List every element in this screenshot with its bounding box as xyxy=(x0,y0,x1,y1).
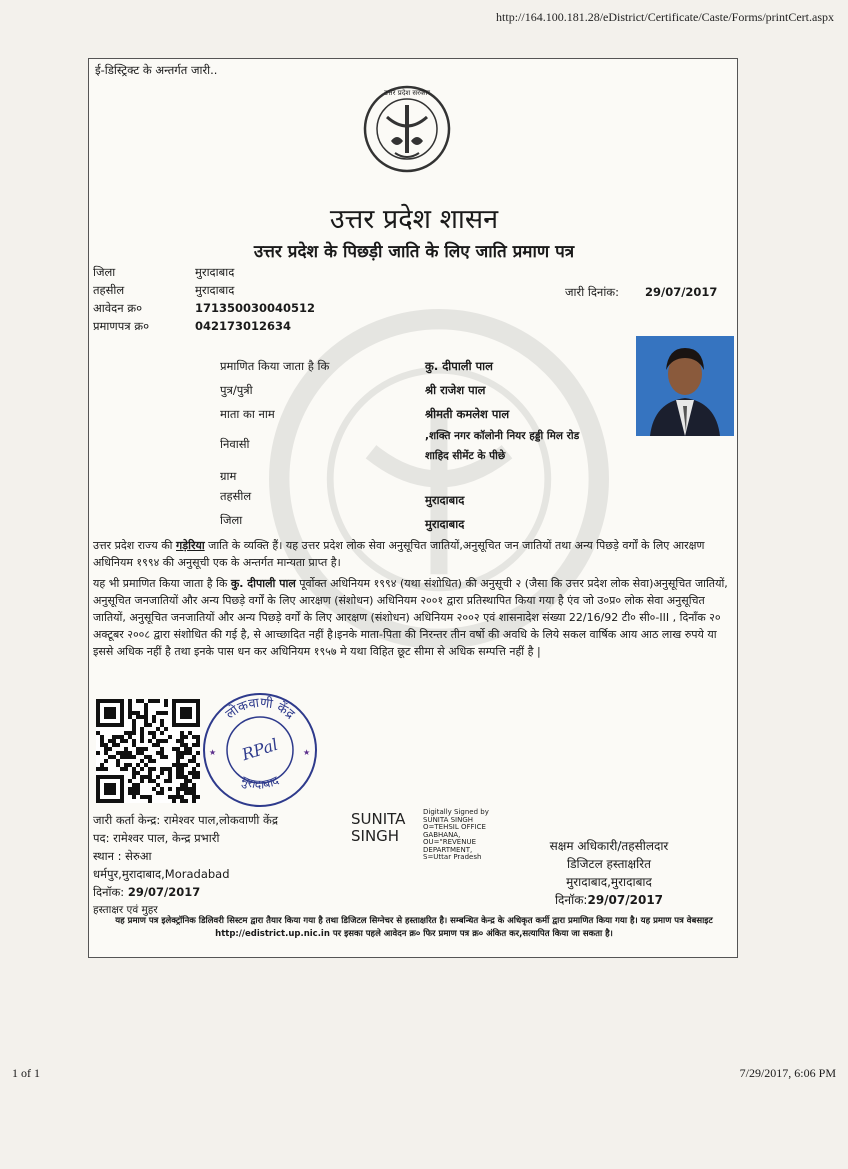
stamp-signature: RPal xyxy=(239,734,281,765)
issue-date-label: जारी दिनांक: xyxy=(565,285,620,299)
issuer-date-label: दिनॉक: xyxy=(93,885,125,899)
certificate-title: उत्तर प्रदेश शासन xyxy=(329,204,499,235)
authority-line-3: मुरादाबाद,मुरादाबाद xyxy=(566,875,652,889)
certificate-number-label: प्रमाणपत्र क्र० xyxy=(93,319,150,333)
digital-signature xyxy=(351,811,405,845)
authority-line-2: डिजिटल हस्ताक्षरित xyxy=(567,857,651,871)
applicant-name: कु. दीपाली पाल xyxy=(425,359,493,373)
eligibility-paragraph xyxy=(93,537,737,571)
authority-date xyxy=(519,891,699,909)
authority-date-label: दिनॉक: xyxy=(554,893,588,907)
certificate-number: 042173012634 xyxy=(195,319,292,333)
village-label: ग्राम xyxy=(220,469,237,483)
svg-text:मुरादाबाद xyxy=(239,773,282,792)
para2-text-a: यह भी प्रमाणित किया जाता है कि xyxy=(93,577,231,590)
svg-text:लोकवाणी केंद्र xyxy=(223,695,299,723)
disclaimer: यह प्रमाण पत्र इलेक्ट्रॉनिक डिलिवरी सिस्टम द्वारा तैयार किया गया है तथा डिजिटल सिग्नेचर से हस्ताक्षरित है। सम्बन्धित केन्द्र के अधिकृत कर्मी द्वारा प्रमाणित किया गया है। यह प्रमाण पत्र वेबसाइट http://edistrict.up.nic.in पर इसका पहले आवेदन क्र० फिर प्रमाण पत्र क्र० अंकित कर,सत्यापित किया जा सकता है। xyxy=(115,916,713,939)
para1-text-b: जाति के व्यक्ति हैं। यह उत्तर प्रदेश लोक सेवा अनुसूचित जातियों,अनुसूचित जन जातियों तथा अन्य पिछड़े वर्गों के लिए आरक्षण अधिनियम १९९४ की अनुसूची एक के अन्तर्गत मान्यता प्राप्त है। xyxy=(93,539,705,569)
para1-text-a: उत्तर प्रदेश राज्य की xyxy=(93,539,177,552)
tehsil-value: मुरादाबाद xyxy=(195,283,235,297)
page-count: 1 of 1 xyxy=(12,1066,40,1080)
certified-label: प्रमाणित किया जाता है कि xyxy=(220,359,330,373)
sig-detail: O=TEHSIL OFFICE xyxy=(423,823,486,831)
residence-label: निवासी xyxy=(220,437,250,451)
certification-paragraph xyxy=(93,575,737,660)
caste-name: गड़ेरिया xyxy=(176,539,205,552)
stamp-bottom-text: मुरादाबाद xyxy=(239,773,281,792)
authority-block xyxy=(519,837,699,909)
sig-detail: OU="REVENUE xyxy=(423,838,476,846)
signer-name-2: SINGH xyxy=(351,827,400,845)
child-of-label: पुत्र/पुत्री xyxy=(220,383,253,397)
issue-date-value: 29/07/2017 xyxy=(645,285,718,299)
issuer-date xyxy=(93,883,278,901)
authority-date-value: 29/07/2017 xyxy=(587,893,664,907)
lokvani-stamp xyxy=(199,689,321,811)
issuer-line-4: धर्मपुर,मुरादाबाद,Moradabad xyxy=(93,867,230,881)
person-tehsil-label: तहसील xyxy=(220,489,252,503)
print-timestamp: 7/29/2017, 6:06 PM xyxy=(739,1066,836,1080)
application-label: आवेदन क्र० xyxy=(93,301,143,315)
para2-text-b: पूर्वोक्त अधिनियम १९९४ (यथा संशोधित) की अनुसूची २ (जैसा कि उत्तर प्रदेश लोक सेवा)अनुसूचित जातियों, अनुसूचित जनजातियों और अन्य पिछड़े वर्गों के लिए आरक्षण (संशोधन) अधिनियम २००१ द्वारा प्रतिस्थापित किया गया है एंव जो उ०प्र० लोक सेवा अनुसूचित जातियों, अनुसूचित जनजातियों और अन्य पिछड़े वर्गों के लिए आरक्षण (संशोधन) अधिनियम २००२ एवं शासनादेश संख्या 22/16/92 टी० सी०-III , दिनाँक २० अक्टूबर २००८ द्वारा संशोधित की गई है, से आच्छादित नहीं है।इनके माता-पिता की निरन्तर तीन वर्षो की अवधि के लिये सकल वार्षिक आय आठ लाख रुपये या इससे अधिक नहीं है तथा इनके पास धन कर अधिनियम १९५७ मे यथा विहित छूट सीमा से अधिक सम्पत्ति नहीं है | xyxy=(93,577,728,658)
mother-label: माता का नाम xyxy=(220,407,275,421)
para2-applicant-name: कु. दीपाली पाल xyxy=(230,577,296,590)
issuer-block xyxy=(93,811,278,919)
person-district-value: मुरादाबाद xyxy=(425,517,465,531)
authority-line-1: सक्षम अधिकारी/तहसीलदार xyxy=(549,839,669,853)
browser-url: http://164.100.181.28/eDistrict/Certificate/Caste/Forms/printCert.aspx xyxy=(496,10,834,24)
certificate xyxy=(88,58,738,958)
issuer-line-2: पद: रामेश्वर पाल, केन्द्र प्रभारी xyxy=(93,831,220,845)
person-tehsil-value: मुरादाबाद xyxy=(425,493,465,507)
issuer-line-6: हस्ताक्षर एवं मुहर xyxy=(93,904,158,916)
person-district-label: जिला xyxy=(220,513,243,527)
sig-detail: GABHANA, xyxy=(423,830,461,839)
signer-name-1: SUNITA xyxy=(351,810,406,828)
emblem-text: उत्तर प्रदेश सरकार xyxy=(383,89,431,97)
stamp-top-text: लोकवाणी केंद्र xyxy=(223,695,298,723)
application-number: 171350030040512 xyxy=(195,301,316,315)
tehsil-label: तहसील xyxy=(93,283,125,297)
father-name: श्री राजेश पाल xyxy=(425,383,486,397)
applicant-photo xyxy=(636,336,734,436)
issuer-line-3: स्थान : सेरुआ xyxy=(93,849,152,863)
district-label: जिला xyxy=(93,265,116,279)
sig-detail: S=Uttar Pradesh xyxy=(423,853,482,861)
certificate-subtitle: उत्तर प्रदेश के पिछड़ी जाति के लिए जाति प्रमाण पत्र xyxy=(253,242,575,262)
mother-name: श्रीमती कमलेश पाल xyxy=(425,407,510,421)
sig-detail: DEPARTMENT, xyxy=(423,845,473,854)
address-line-2: शाहिद सीमेंट के पीछे xyxy=(425,450,506,462)
stamp-star-icon: ★ xyxy=(209,748,217,757)
issue-note: ई-डिस्ट्रिक्ट के अन्तर्गत जारी.. xyxy=(95,63,218,77)
sig-detail: SUNITA SINGH xyxy=(423,815,474,824)
qr-code xyxy=(96,699,200,803)
issuer-date-value: 29/07/2017 xyxy=(127,885,201,899)
sig-detail: Digitally Signed by xyxy=(423,808,489,816)
issuer-line-1: जारी कर्ता केन्द्र: रामेश्वर पाल,लोकवाणी केंद्र xyxy=(93,813,278,827)
stamp-star-icon: ★ xyxy=(303,748,311,757)
address-line-1: ,शक्ति नगर कॉलोनी नियर हड्डी मिल रोड xyxy=(425,430,580,442)
signature-details xyxy=(423,809,489,862)
up-government-emblem-icon xyxy=(361,83,453,195)
district-value: मुरादाबाद xyxy=(195,265,235,279)
